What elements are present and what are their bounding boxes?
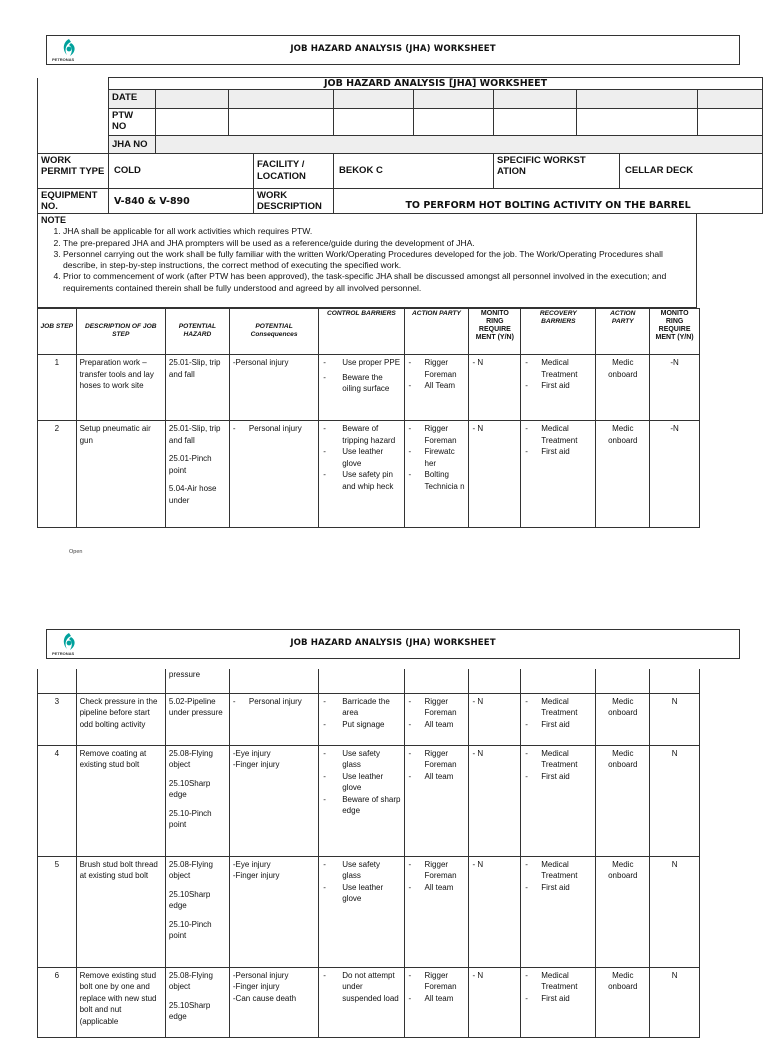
monitor-cell: - N	[469, 967, 521, 1037]
monitor-cell-2: N	[650, 967, 700, 1037]
consequence-text: -Eye injury	[232, 859, 271, 869]
date-cell-3[interactable]	[334, 90, 414, 109]
action-cell-2: Medic onboard	[596, 355, 650, 421]
table-row	[38, 856, 700, 967]
notes-title: NOTE	[41, 215, 67, 225]
action-item: - All team	[408, 719, 466, 731]
action-cell	[404, 856, 469, 967]
step-description: Remove existing stud bolt one by one and replace with new stud bolt and nut (applicable	[76, 967, 165, 1037]
step-description: Check pressure in the pipeline before start odd bolting activity	[76, 693, 165, 745]
recovery-item: - Medical Treatment	[524, 748, 592, 771]
consequence-text: -Finger injury	[232, 871, 280, 880]
ptw-cell-1[interactable]	[156, 109, 229, 136]
step-description: Remove coating at existing stud bolt	[76, 745, 165, 856]
recovery-item: - Medical Treatment	[524, 357, 592, 380]
hazard-text: 25.01-Slip, trip and fall	[168, 424, 221, 445]
step-description: Preparation work – transfer tools and lay hoses to work site	[76, 355, 165, 421]
consequence-text: - Personal injury	[232, 696, 302, 706]
control-item: - Beware the oiling surface	[322, 372, 400, 395]
action-item: - All team	[408, 993, 466, 1005]
hazard-text: 25.01-Pinch point	[168, 454, 212, 475]
table-row	[38, 421, 700, 528]
recovery-item: - First aid	[524, 446, 592, 458]
table-row	[38, 745, 700, 856]
control-item: - Beware of tripping hazard	[322, 423, 400, 446]
work-permit-type-value: COLD	[109, 154, 254, 189]
control-item: - Do not attempt under suspended load	[322, 970, 400, 1005]
form-table	[37, 77, 763, 214]
monitor-cell: - N	[469, 745, 521, 856]
hazard-cell	[165, 421, 229, 528]
col-recovery-barriers: RECOVERY BARRIERS	[521, 309, 596, 355]
action-cell-2: Medic onboard	[596, 693, 650, 745]
work-description-value: TO PERFORM HOT BOLTING ACTIVITY ON THE BARREL	[334, 189, 763, 214]
consequence-text: -Personal injury	[232, 970, 289, 980]
action-cell-2: Medic onboard	[596, 421, 650, 528]
consequence-text: -Finger injury	[232, 982, 280, 991]
ptw-cell-6[interactable]	[577, 109, 698, 136]
monitor-cell-2: -N	[650, 355, 700, 421]
facility-label: FACILITY / LOCATION	[254, 154, 334, 189]
col-control-barriers: CONTROL BARRIERS	[319, 309, 404, 355]
recovery-item: - First aid	[524, 993, 592, 1005]
step-number: 2	[38, 421, 77, 528]
monitor-cell: - N	[469, 693, 521, 745]
recovery-cell	[521, 967, 596, 1037]
date-cell-7[interactable]	[698, 90, 763, 109]
action-item: - Rigger Foreman	[408, 748, 466, 771]
control-item: - Barricade the area	[322, 696, 400, 719]
hazard-cell	[165, 967, 229, 1037]
hazard-text: 25.08-Flying object	[168, 970, 213, 991]
control-item: - Beware of sharp edge	[322, 794, 400, 817]
control-item: - Use leather glove	[322, 446, 400, 469]
recovery-item: - First aid	[524, 380, 592, 392]
action-item: - Rigger Foreman	[408, 357, 466, 380]
ptw-cell-4[interactable]	[414, 109, 494, 136]
recovery-cell	[521, 856, 596, 967]
recovery-cell	[521, 355, 596, 421]
hazard-steps-table	[37, 308, 700, 528]
control-cell	[319, 421, 404, 528]
control-item: - Use leather glove	[322, 771, 400, 794]
consequence-cell	[229, 967, 318, 1037]
control-cell	[319, 967, 404, 1037]
date-cell-1[interactable]	[156, 90, 229, 109]
hazard-text: 25.08-Flying object	[168, 748, 213, 769]
date-cell-5[interactable]	[494, 90, 577, 109]
hazard-text: 25.08-Flying object	[168, 859, 213, 880]
step-description: Setup pneumatic air gun	[76, 421, 165, 528]
form-title: JOB HAZARD ANALYSIS [JHA] WORKSHEET	[109, 78, 763, 90]
step-description: Brush stud bolt thread at existing stud bolt	[76, 856, 165, 967]
control-cell	[319, 745, 404, 856]
recovery-item: - First aid	[524, 719, 592, 731]
hazard-text: 25.10Sharp edge	[168, 778, 211, 799]
consequence-cell	[229, 355, 318, 421]
recovery-item: - First aid	[524, 882, 592, 894]
col-potential-hazard: POTENTIAL HAZARD	[165, 309, 229, 355]
notes-list	[41, 226, 693, 294]
action-item: - Bolting Technicia n	[408, 469, 466, 492]
consequence-cell	[229, 693, 318, 745]
recovery-item: - Medical Treatment	[524, 696, 592, 719]
page-title: JOB HAZARD ANALYSIS (JHA) WORKSHEET	[290, 44, 496, 54]
action-item: - All team	[408, 771, 466, 783]
recovery-item: - Medical Treatment	[524, 423, 592, 446]
jha-label: JHA NO	[109, 136, 156, 154]
action-item: - All team	[408, 882, 466, 894]
step-number: 3	[38, 693, 77, 745]
action-item: - Rigger Foreman	[408, 423, 466, 446]
workstation-label: SPECIFIC WORKST ATION	[494, 154, 620, 189]
col-action-party: ACTION PARTY	[404, 309, 469, 355]
recovery-cell	[521, 693, 596, 745]
recovery-item: - First aid	[524, 771, 592, 783]
ptw-label: PTW NO	[109, 109, 156, 136]
monitor-cell-2: N	[650, 693, 700, 745]
classification-label: Open	[69, 549, 83, 555]
hazard-text: 25.10-Pinch point	[168, 808, 212, 829]
hazard-text: 5.04-Air hose under	[168, 484, 217, 505]
notes-section	[37, 214, 697, 308]
action-cell	[404, 967, 469, 1037]
hazard-text: 5.02-Pipeline under pressure	[168, 696, 223, 717]
control-item: - Put signage	[322, 719, 400, 731]
col-description: DESCRIPTION OF JOB STEP	[76, 309, 165, 355]
hazard-text: 25.01-Slip, trip and fall	[168, 358, 221, 379]
action-cell-2: Medic onboard	[596, 967, 650, 1037]
recovery-cell	[521, 745, 596, 856]
action-cell	[404, 355, 469, 421]
monitor-cell: - N	[469, 421, 521, 528]
date-cell-4[interactable]	[414, 90, 494, 109]
recovery-cell	[521, 421, 596, 528]
control-item: - Use safety glass	[322, 748, 400, 771]
control-item: - Use safety glass	[322, 859, 400, 882]
date-cell-2[interactable]	[229, 90, 334, 109]
action-cell	[404, 693, 469, 745]
workstation-value: CELLAR DECK	[620, 154, 763, 189]
action-cell-2: Medic onboard	[596, 745, 650, 856]
action-cell	[404, 421, 469, 528]
consequence-cell	[229, 421, 318, 528]
action-item: - All Team	[408, 380, 466, 392]
note-item: 4. Prior to commencement of work (after PTW has been approved), the task-specific JHA shall be discussed amongst all personnel involved in the execution; and requirements contained therein shall be fully understood and agreed by all involved personnel.	[63, 271, 693, 294]
consequence-cell	[229, 745, 318, 856]
control-item: - Use leather glove	[322, 882, 400, 905]
ptw-cell-2[interactable]	[229, 109, 334, 136]
hazard-steps-table-2	[37, 669, 700, 1038]
control-cell	[319, 355, 404, 421]
table-row	[38, 355, 700, 421]
hazard-text: 25.10Sharp edge	[168, 889, 211, 910]
note-item: 2. The pre-prepared JHA and JHA prompters will be used as a reference/guide during the development of JHA.	[63, 238, 693, 249]
control-cell	[319, 693, 404, 745]
step-number: 6	[38, 967, 77, 1037]
monitor-cell: - N	[469, 856, 521, 967]
consequence-text: -Can cause death	[232, 993, 297, 1003]
consequence-text: -Eye injury	[232, 748, 271, 758]
ptw-cell-3[interactable]	[334, 109, 414, 136]
action-item: - Rigger Foreman	[408, 970, 466, 993]
page-header	[46, 35, 740, 65]
control-item: - Use safety pin and whip heck	[322, 469, 400, 492]
consequence-text: -Finger injury	[232, 760, 280, 769]
hazard-text: 25.10Sharp edge	[168, 1000, 211, 1021]
hazard-cell	[165, 693, 229, 745]
action-item: - Rigger Foreman	[408, 859, 466, 882]
hazard-cell	[165, 355, 229, 421]
carry-over-text: pressure	[165, 669, 229, 693]
ptw-cell-7[interactable]	[698, 109, 763, 136]
page-header-2	[46, 629, 740, 659]
control-cell	[319, 856, 404, 967]
col-potential-consequences: POTENTIAL Consequences	[229, 309, 318, 355]
monitor-cell: - N	[469, 355, 521, 421]
col-job-step: JOB STEP	[38, 309, 77, 355]
equipment-label: EQUIPMENT NO.	[38, 189, 109, 214]
col-action-party-2: ACTION PARTY	[596, 309, 650, 355]
step-number: 4	[38, 745, 77, 856]
page-title: JOB HAZARD ANALYSIS (JHA) WORKSHEET	[290, 638, 496, 648]
monitor-cell-2: -N	[650, 421, 700, 528]
consequence-cell	[229, 856, 318, 967]
monitor-cell-2: N	[650, 856, 700, 967]
equipment-value: V-840 & V-890	[109, 189, 254, 214]
monitor-cell-2: N	[650, 745, 700, 856]
logo-text: PETRONAS	[52, 57, 75, 62]
carry-over-row	[38, 669, 700, 693]
work-permit-type-label: WORK PERMIT TYPE	[38, 154, 109, 189]
action-item: - Rigger Foreman	[408, 696, 466, 719]
consequence-text: - Personal injury	[232, 424, 302, 433]
table-header-row	[38, 309, 700, 355]
action-cell-2: Medic onboard	[596, 856, 650, 967]
note-item: 1. JHA shall be applicable for all work activities which requires PTW.	[63, 226, 693, 237]
facility-value: BEKOK C	[334, 154, 494, 189]
ptw-cell-5[interactable]	[494, 109, 577, 136]
work-description-label: WORK DESCRIPTION	[254, 189, 334, 214]
step-number: 5	[38, 856, 77, 967]
col-monitoring-2: MONITO RING REQUIRE MENT (Y/N)	[650, 309, 700, 355]
step-number: 1	[38, 355, 77, 421]
table-row	[38, 693, 700, 745]
consequence-text: -Personal injury	[232, 358, 289, 367]
col-monitoring: MONITO RING REQUIRE MENT (Y/N)	[469, 309, 521, 355]
action-cell	[404, 745, 469, 856]
hazard-cell	[165, 745, 229, 856]
table-row	[38, 967, 700, 1037]
jha-number-cell[interactable]	[156, 136, 763, 154]
recovery-item: - Medical Treatment	[524, 970, 592, 993]
logo-text: PETRONAS	[52, 651, 75, 656]
date-label: DATE	[109, 90, 156, 109]
note-item: 3. Personnel carrying out the work shall be fully familiar with the written Work/Operating Procedures developed for the job. The Work/Operating Procedures shall describe, in step-by-step instructions, the correct method of executing the specified work.	[63, 249, 693, 272]
action-item: - Firewatc her	[408, 446, 466, 469]
hazard-cell	[165, 856, 229, 967]
control-item: - Use proper PPE	[322, 357, 400, 369]
recovery-item: - Medical Treatment	[524, 859, 592, 882]
date-cell-6[interactable]	[577, 90, 698, 109]
hazard-text: 25.10-Pinch point	[168, 919, 212, 940]
